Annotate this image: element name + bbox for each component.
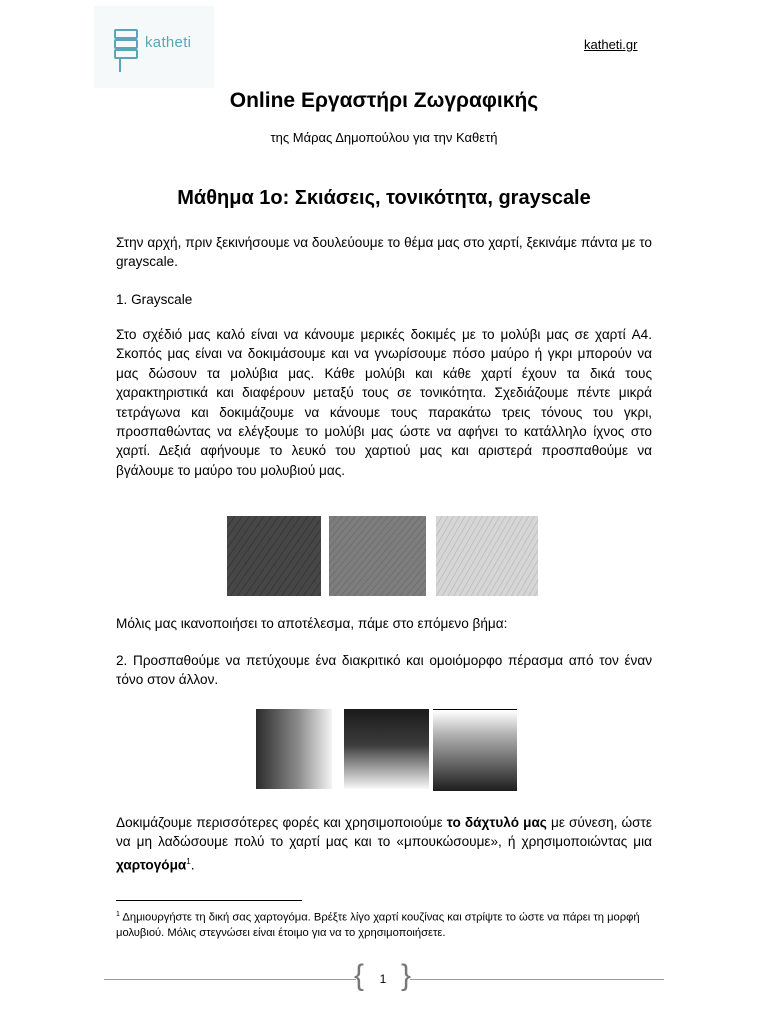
final-text-part2: με σύνεση, ώστε να μη λαδώσουμε πολύ το χαρτί μας και το «μπουκώσουμε», ή χρησιμοποιώντας μια [116,815,652,850]
footnote [116,907,656,942]
logo-area [94,6,214,88]
lesson-title: Μάθημα 1ο: Σκιάσεις, τονικότητα, grayscale [177,187,591,209]
katheti-logo-icon [114,28,138,74]
page-number: 1 [379,972,387,986]
dark-tone-swatch [227,516,321,596]
light-tone-swatch [436,516,538,596]
footer-line-left [104,979,356,980]
document-subtitle: της Μάρας Δημοπούλου για την Καθετή [270,130,498,145]
step1-heading: 1. Grayscale [116,292,193,307]
step2-paragraph: 2. Προσπαθούμε να πετύχουμε ένα διακριτικό και ομοιόμορφο πέρασμα από τον έναν τόνο στον άλλον. [116,653,652,688]
step1-paragraph: Στο σχέδιό μας καλό είναι να κάνουμε μερικές δοκιμές με το μολύβι μας σε χαρτί A4. Σκοπός μας είναι να δοκιμάσουμε και να γνωρίσουμε πόσο μαύρο ή γκρι μπορούν να μας δώσουν τα μολύβια μας. Κάθε μολύβι και κάθε χαρτί έχουν τα δικά τους χαρακτηριστικά και διαφέρουν μεταξύ τους σε τονικότητα. Σχεδιάζουμε πέντε μικρά τετράγωνα και δοκιμάζουμε να κάνουμε τους παρακάτω τρεις τόνους του γκρι, προσπαθώντας να ελέγξουμε το μολύβι μας ώστε να αφήνει το κατάλληλο ίχνος στο χαρτί. Δεξιά αφήνουμε το λευκό του χαρτιού μας και αριστερά προσπαθούμε να βγάλουμε το μαύρο του μολυβιού μας. [116,327,652,478]
final-paragraph [116,813,652,875]
reverse-gradient-swatch [433,709,517,791]
footnote-text: Δημιουργήστε τη δική σας χαρτογόμα. Βρέξτε λίγο χαρτί κουζίνας και στρίψτε το ώστε να πάρει τη μορφή μολυβιού. Μόλις στεγνώσει είναι έτοιμο για να το χρησιμοποιήσετε. [116,911,640,940]
final-text-end: . [190,857,195,873]
after-samples-paragraph: Μόλις μας ικανοποιήσει το αποτέλεσμα, πάμε στο επόμενο βήμα: [116,616,508,631]
logo-text: katheti [145,34,192,51]
vertical-gradient-swatch [344,709,429,789]
final-text-part1: Δοκιμάζουμε περισσότερες φορές και χρησιμοποιούμε [116,815,447,830]
page-number-left-brace: { [354,959,365,992]
intro-paragraph: Στην αρχή, πριν ξεκινήσουμε να δουλεύουμε το θέμα μας στο χαρτί, ξεκινάμε πάντα με το grayscale. [116,235,652,270]
mid-tone-swatch [329,516,426,596]
footer-line-right [410,979,664,980]
horizontal-gradient-swatch [256,709,332,789]
footnote-marker: 1 [116,911,120,918]
final-bold-finger: το δάχτυλό μας [446,815,547,830]
footnote-divider [116,900,302,901]
final-bold-eraser: χαρτογόμα [116,857,187,873]
footnote-reference[interactable]: 1 [186,856,191,866]
page-number-right-brace: } [401,959,412,992]
document-title: Online Εργαστήρι Ζωγραφικής [229,89,539,112]
site-link[interactable]: katheti.gr [584,37,638,52]
